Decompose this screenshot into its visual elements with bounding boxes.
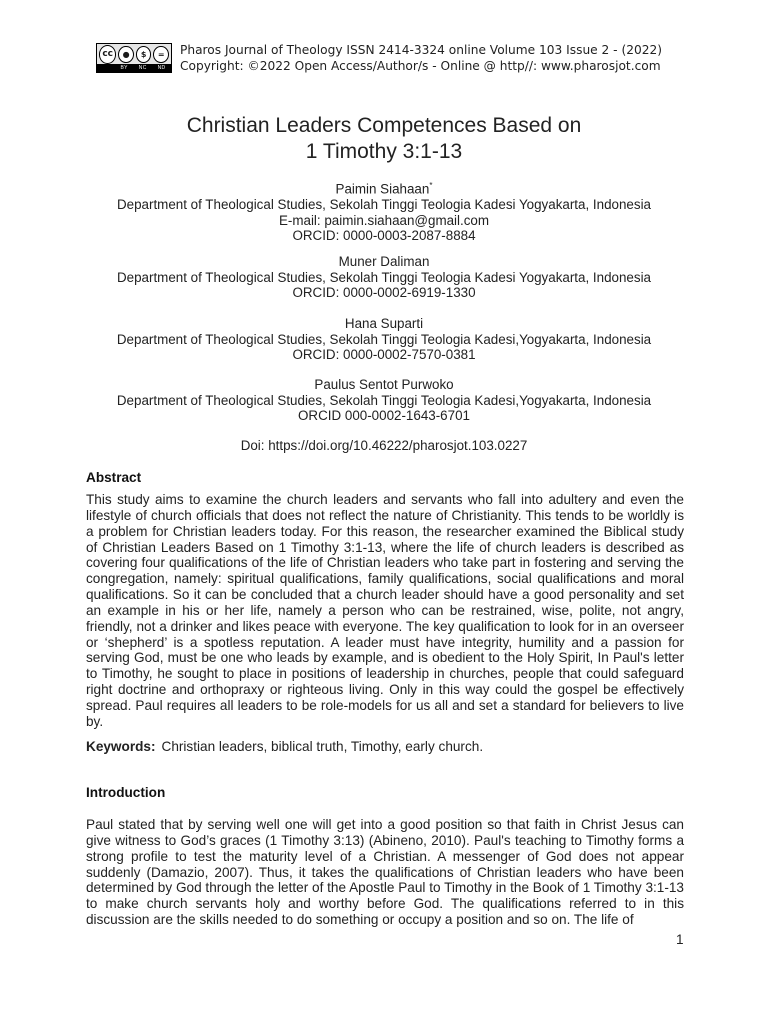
by-icon: ●	[118, 46, 134, 63]
paper-title: Christian Leaders Competences Based on 1 Timothy 3:1-13	[186, 114, 582, 163]
author-dept: Department of Theological Studies, Sekolah Tinggi Teologia Kadesi Yogyakarta, Indonesia	[116, 197, 651, 213]
author-dept: Department of Theological Studies, Sekolah Tinggi Teologia Kadesi Yogyakarta, Indonesia	[116, 269, 651, 285]
copyright-line: Copyright: ©2022 Open Access/Author/s - Online @ http//: www.pharosjot.com	[180, 59, 661, 73]
cc-license-icon	[96, 43, 172, 73]
keywords-label: Keywords:	[86, 739, 156, 754]
doi-link[interactable]: Doi: https://doi.org/10.46222/pharosjot.103.0227	[240, 438, 528, 453]
author-block-2	[0, 254, 768, 301]
cc-by-label: BY	[120, 65, 128, 71]
journal-header	[96, 42, 662, 74]
nc-icon: $	[136, 46, 152, 63]
author-block-4	[0, 377, 768, 424]
journal-info	[180, 42, 662, 74]
abstract-heading: Abstract	[86, 470, 142, 485]
author-orcid: ORCID: 0000-0002-6919-1330	[292, 285, 476, 301]
author-name: Paulus Sentot Purwoko	[314, 377, 454, 392]
author-orcid: ORCID: 0000-0002-7570-0381	[292, 347, 476, 363]
author-name: Muner Daliman	[338, 254, 430, 269]
keywords-text: Christian leaders, biblical truth, Timothy, early church.	[161, 739, 484, 754]
author-name: Hana Suparti	[344, 316, 424, 331]
nd-icon: =	[153, 46, 169, 63]
author-dept: Department of Theological Studies, Sekolah Tinggi Teologia Kadesi,Yogyakarta, Indonesia	[116, 392, 652, 408]
abstract-text: This study aims to examine the church leaders and servants who fall into adultery and even the lifestyle of church officials that does not reflect the nature of Christianity. This tends to be worldly is a problem for Christian leaders today. For this reason, the researcher examined the Biblical study of Christian Leaders Based on 1 Timothy 3:1-13, where the life of church leaders is described as covering four qualifications of the life of Christian leaders who take part in fostering and serving the congregation, namely: spiritual qualifications, family qualifications, social qualifications and moral qualifications. So it can be concluded that a church leader should have a good personality and set an example in his or her life, namely a person who can be restrained, wise, polite, not angry, friendly, not a drinker and likes peace with everyone. The key qualification to look for in an overseer or ‘shepherd’ is a spotless reputation. A leader must have integrity, humility and a passion for serving God, must be one who leads by example, and is obedient to the Holy Spirit, In Paul's letter to Timothy, he sought to place in positions of leadership in churches, people that could safeguard right doctrine and orthopraxy or righteous living. Only in this way could the gospel be effectively spread. Paul requires all leaders to be role-models for us all and set a standard for believers to live by.	[86, 492, 684, 729]
author-name: Paimin Siahaan*	[335, 181, 433, 197]
author-block-1	[0, 178, 768, 244]
introduction-heading: Introduction	[86, 785, 166, 800]
keywords	[86, 739, 483, 754]
page-number: 1	[676, 932, 684, 947]
cc-nc-label: NC	[138, 65, 147, 71]
author-dept: Department of Theological Studies, Sekolah Tinggi Teologia Kadesi,Yogyakarta, Indonesia	[116, 331, 652, 347]
author-block-3	[0, 316, 768, 363]
author-orcid: ORCID: 0000-0003-2087-8884	[292, 228, 476, 244]
cc-nd-label: ND	[157, 65, 166, 71]
introduction-text: Paul stated that by serving well one will get into a good position so that faith in Christ Jesus can give witness to God’s graces (1 Timothy 3:13) (Abineno, 2010). Paul's teaching to Timothy forms a strong profile to test the maturity level of a Christian. A messenger of God does not appear suddenly (Damazio, 2007). Thus, it takes the qualifications of Christian leaders who have been determined by God through the letter of the Apostle Paul to Timothy in the Book of 1 Timothy 3:1-13 to make church servants holy and worthy before God. The qualifications referred to in this discussion are the skills needed to do something or occupy a position and so on. The life of	[86, 817, 684, 928]
author-email: E-mail: paimin.siahaan@gmail.com	[278, 212, 490, 228]
cc-icon: cc	[99, 45, 116, 64]
author-orcid: ORCID 000-0002-1643-6701	[298, 408, 470, 424]
journal-line: Pharos Journal of Theology ISSN 2414-3324 online Volume 103 Issue 2 - (2022)	[180, 43, 662, 57]
